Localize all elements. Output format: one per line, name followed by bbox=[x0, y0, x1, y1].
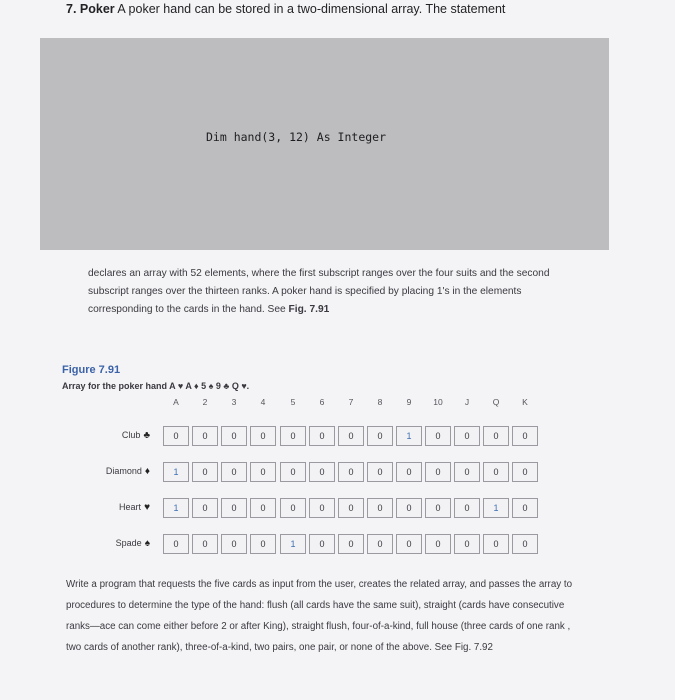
figure-reference: Fig. 7.91 bbox=[288, 304, 330, 315]
row-label bbox=[80, 538, 150, 549]
array-cell: 0 bbox=[192, 498, 218, 518]
array-cell: 0 bbox=[512, 426, 538, 446]
array-cell: 0 bbox=[309, 498, 335, 518]
array-cell: 0 bbox=[192, 426, 218, 446]
array-cell: 0 bbox=[192, 534, 218, 554]
diamond-icon: ♦ bbox=[144, 466, 150, 477]
table-row-club bbox=[0, 426, 675, 448]
problem-number-title: 7. Poker bbox=[66, 2, 115, 16]
array-cell: 0 bbox=[338, 426, 364, 446]
row-label bbox=[80, 430, 150, 441]
column-header: 3 bbox=[231, 397, 237, 407]
array-cell: 0 bbox=[163, 534, 189, 554]
array-cell: 0 bbox=[483, 534, 509, 554]
paragraph-description-text: declares an array with 52 elements, where the first subscript ranges over the four suits and the second subscript ranges over the thirteen ranks. A poker hand is specified by placing 1's in the elements corresponding to the cards in the hand. See bbox=[88, 268, 550, 315]
array-cell: 0 bbox=[425, 534, 451, 554]
array-cell: 0 bbox=[338, 498, 364, 518]
array-cell: 0 bbox=[367, 498, 393, 518]
paragraph-description bbox=[88, 265, 588, 319]
array-cell: 0 bbox=[425, 498, 451, 518]
table-row-spade bbox=[0, 534, 675, 556]
array-cell: 0 bbox=[367, 462, 393, 482]
code-statement: Dim hand(3, 12) As Integer bbox=[206, 130, 387, 144]
array-cell: 1 bbox=[396, 426, 422, 446]
column-header: 8 bbox=[377, 397, 383, 407]
array-cell: 0 bbox=[396, 534, 422, 554]
paragraph-instructions: Write a program that requests the five cards as input from the user, creates the related array, and passes the array to procedures to determine the type of the hand: flush (all cards have the same suit), straight (cards have consecutive ranks—ace can come either before 2 or after King), straight flush, four-of-a-kind, full house (three cards of one rank , two cards of another rank), three-of-a-kind, two pairs, one pair, or none of the above. See Fig. 7.92 bbox=[66, 579, 573, 653]
array-cell: 1 bbox=[163, 498, 189, 518]
array-cell: 0 bbox=[221, 462, 247, 482]
array-cell: 0 bbox=[250, 462, 276, 482]
table-row-diamond bbox=[0, 462, 675, 484]
array-cell: 0 bbox=[221, 534, 247, 554]
column-header: 2 bbox=[202, 397, 208, 407]
row-label-text: Club bbox=[121, 430, 141, 440]
problem-heading-text: A poker hand can be stored in a two-dimensional array. The statement bbox=[114, 2, 506, 16]
column-headers bbox=[0, 397, 675, 411]
array-cell: 0 bbox=[512, 462, 538, 482]
code-block bbox=[40, 38, 609, 250]
column-header: 7 bbox=[348, 397, 354, 407]
heart-icon: ♥ bbox=[144, 502, 150, 513]
spade-icon: ♠ bbox=[144, 538, 150, 549]
array-cell: 0 bbox=[309, 462, 335, 482]
array-cell: 0 bbox=[221, 426, 247, 446]
row-label bbox=[80, 502, 150, 513]
array-cell: 0 bbox=[280, 498, 306, 518]
column-header: 4 bbox=[260, 397, 266, 407]
array-cell: 0 bbox=[280, 426, 306, 446]
row-label-text: Heart bbox=[119, 502, 142, 512]
club-icon: ♣ bbox=[143, 430, 150, 441]
array-cell: 0 bbox=[367, 426, 393, 446]
array-cell: 0 bbox=[367, 534, 393, 554]
array-cell: 0 bbox=[512, 534, 538, 554]
array-cell: 0 bbox=[512, 498, 538, 518]
array-cell: 0 bbox=[309, 426, 335, 446]
array-cell: 0 bbox=[425, 462, 451, 482]
array-cell: 0 bbox=[454, 462, 480, 482]
column-header: K bbox=[522, 397, 528, 407]
array-cell: 0 bbox=[309, 534, 335, 554]
array-cell: 0 bbox=[163, 426, 189, 446]
column-header: 5 bbox=[290, 397, 296, 407]
column-header: 10 bbox=[433, 397, 443, 407]
figure-label: Figure 7.91 bbox=[62, 364, 121, 376]
array-cell: 0 bbox=[221, 498, 247, 518]
array-cell: 0 bbox=[250, 498, 276, 518]
array-cell: 0 bbox=[280, 462, 306, 482]
array-cell: 0 bbox=[425, 426, 451, 446]
table-row-heart bbox=[0, 498, 675, 520]
row-label-text: Diamond bbox=[105, 466, 142, 476]
figure-caption: Array for the poker hand A ♥ A ♦ 5 ♠ 9 ♣ Q ♥. bbox=[62, 381, 250, 391]
array-cell: 1 bbox=[280, 534, 306, 554]
row-label bbox=[80, 466, 150, 477]
column-header: J bbox=[464, 397, 470, 407]
array-cell: 0 bbox=[250, 534, 276, 554]
array-cell: 0 bbox=[454, 498, 480, 518]
array-cell: 0 bbox=[454, 426, 480, 446]
array-cell: 0 bbox=[483, 426, 509, 446]
column-header: A bbox=[173, 397, 179, 407]
array-cell: 1 bbox=[483, 498, 509, 518]
array-cell: 0 bbox=[338, 534, 364, 554]
problem-heading bbox=[66, 2, 505, 16]
array-cell: 0 bbox=[483, 462, 509, 482]
array-cell: 0 bbox=[250, 426, 276, 446]
array-cell: 0 bbox=[192, 462, 218, 482]
column-header: 9 bbox=[406, 397, 412, 407]
column-header: Q bbox=[492, 397, 500, 407]
array-cell: 0 bbox=[338, 462, 364, 482]
column-header: 6 bbox=[319, 397, 325, 407]
array-cell: 0 bbox=[396, 498, 422, 518]
array-cell: 0 bbox=[396, 462, 422, 482]
row-label-text: Spade bbox=[115, 538, 142, 548]
array-cell: 0 bbox=[454, 534, 480, 554]
array-cell: 1 bbox=[163, 462, 189, 482]
